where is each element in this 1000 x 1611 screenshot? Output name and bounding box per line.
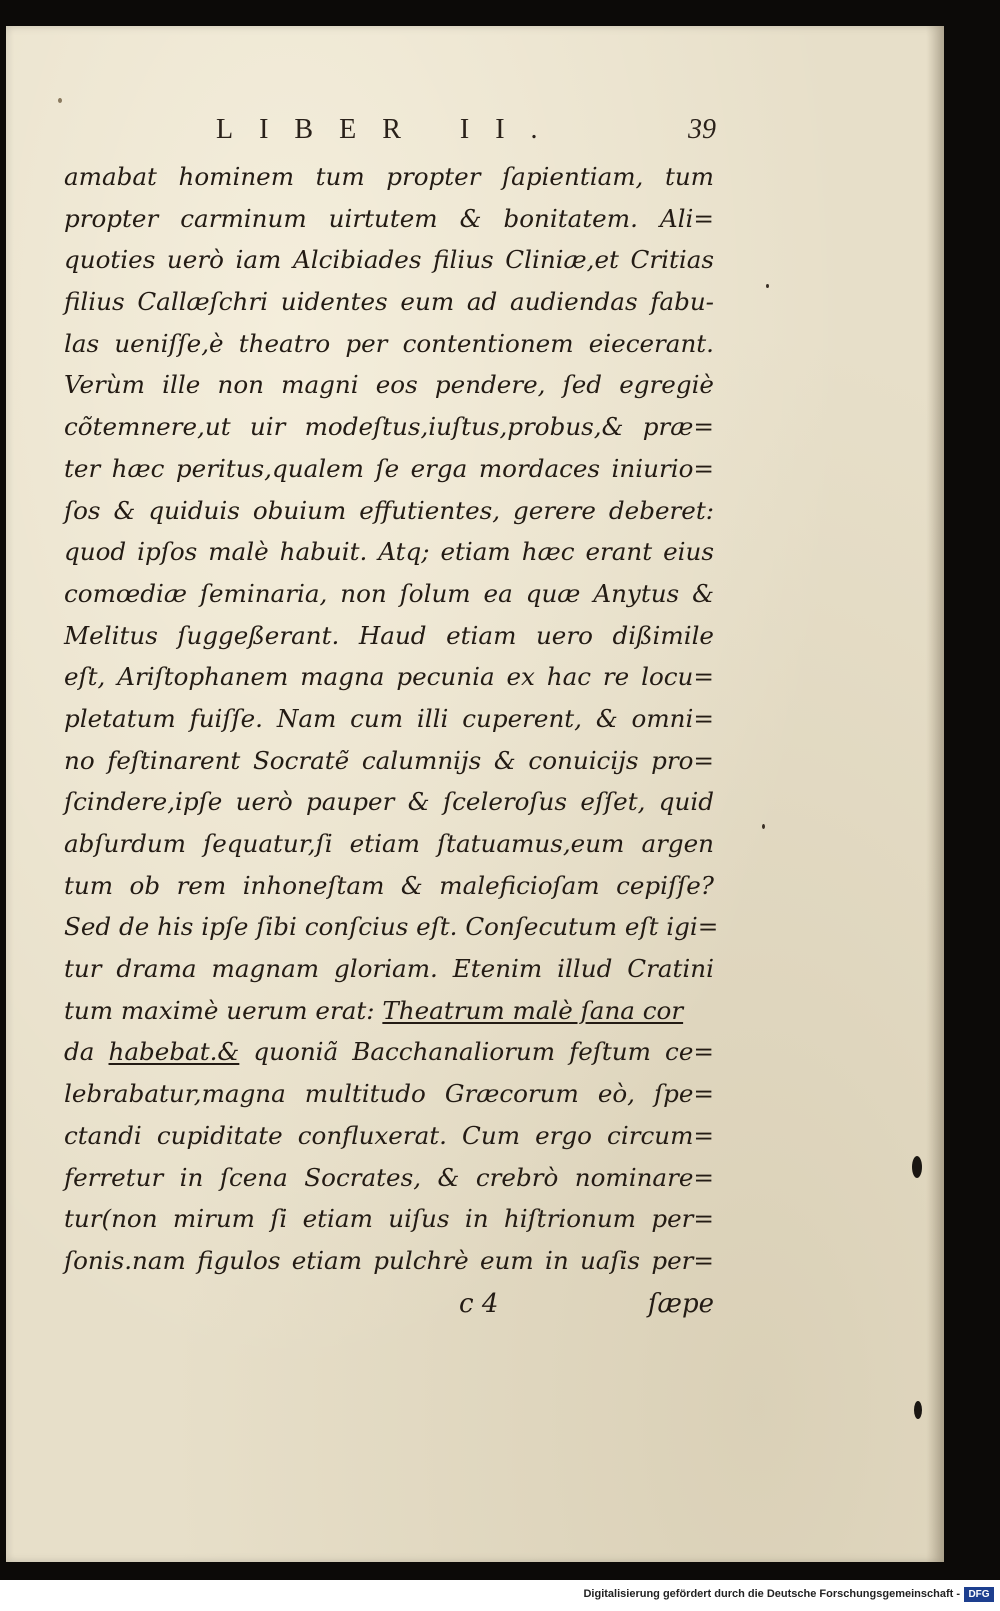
text-line: Verùm ille non magni eos pendere, ſed egregiè [64, 370, 714, 400]
text-line: amabat hominem tum propter ſapientiam, tum [64, 162, 714, 191]
text-line: ter hæc peritus,qualem ſe erga mordaces iniurio= [64, 453, 714, 483]
underlined-phrase: habebat.& [108, 1037, 240, 1067]
page-edge-shadow [926, 26, 944, 1562]
text-line: ſcindere,ipſe uerò pauper & ſceleroſus eſſet, quid [64, 787, 714, 817]
ink-speck [766, 284, 769, 288]
text-line: propter carminum uirtutem & bonitatem. Ali= [64, 203, 714, 233]
dfg-logo-icon: DFG [964, 1587, 994, 1602]
text-line: pletatum fuiſſe. Nam cum illi cuperent, & omni= [64, 703, 714, 733]
text-line-with-underline [64, 1031, 714, 1073]
running-title: LIBER II. [216, 114, 564, 145]
text-line-with-underline [64, 990, 714, 1032]
text-line: lebrabatur,magna multitudo Græcorum eò, ſpe= [64, 1079, 714, 1109]
attribution-bar [0, 1580, 1000, 1611]
text-line: Melitus ſuggeßerant. Haud etiam uero dißimile [64, 620, 714, 650]
text-line: comœdiæ ſeminaria, non ſolum ea quæ Anytus & [64, 578, 714, 608]
text-line: ſos & quiduis obuium effutientes, gerere deberet: [64, 495, 714, 525]
text-line: tum ob rem inhoneſtam & maleficioſam cepiſſe? [64, 870, 714, 900]
text-line: abſurdum ſequatur,ſi etiam ſtatuamus,eum argen [64, 829, 714, 858]
page-footer [64, 1289, 714, 1329]
ink-speck [58, 98, 62, 103]
text-line: las ueniſſe,è theatro per contentionem eiecerant. [64, 328, 714, 358]
text-line: ſonis.nam figulos etiam pulchrè eum in uaſis per= [64, 1245, 714, 1275]
text-line: cõtemnere,ut uir modeſtus,iuſtus,probus,& præ= [64, 412, 714, 442]
catchword: ſæpe [647, 1289, 714, 1319]
folio-number: 39 [688, 114, 716, 145]
underlined-phrase: Theatrum malè ſana cor [382, 995, 684, 1025]
text-line: quod ipſos malè habuit. Atq; etiam hæc erant eius [64, 537, 714, 567]
text-line: Sed de his ipſe ſibi conſcius eſt. Conſecutum eſt igi= [64, 912, 719, 942]
book-page [6, 26, 944, 1562]
ink-speck [762, 824, 765, 829]
text-line: no feſtinarent Socratẽ calumnijs & conuicijs pro= [64, 745, 714, 775]
text-line: filius Callæſchri uidentes eum ad audiendas fabu- [64, 287, 714, 317]
attribution-text: Digitalisierung gefördert durch die Deutsche Forschungsgemeinschaft - [583, 1588, 960, 1600]
text-segment: da [64, 1037, 109, 1067]
text-line: tur drama magnam gloriam. Etenim illud Cratini [64, 954, 714, 984]
signature-mark: c 4 [459, 1289, 499, 1319]
text-line: eſt, Ariſtophanem magna pecunia ex hac re locu= [64, 662, 714, 692]
ink-speck [914, 1401, 922, 1419]
text-line: quoties uerò iam Alcibiades filius Cliniæ,et Critias [64, 245, 714, 275]
running-head [66, 114, 716, 154]
text-segment: tum maximè uerum erat: [64, 995, 383, 1025]
text-line: ferretur in ſcena Socrates, & crebrò nominare= [64, 1162, 714, 1192]
text-segment: quoniã Bacchanaliorum feſtum ce= [239, 1037, 714, 1067]
text-line: ctandi cupiditate confluxerat. Cum ergo circum= [64, 1120, 714, 1150]
ink-speck [912, 1156, 922, 1178]
text-line: tur(non mirum ſi etiam uiſus in hiſtrionum per= [64, 1204, 714, 1234]
text-block [64, 156, 719, 1282]
